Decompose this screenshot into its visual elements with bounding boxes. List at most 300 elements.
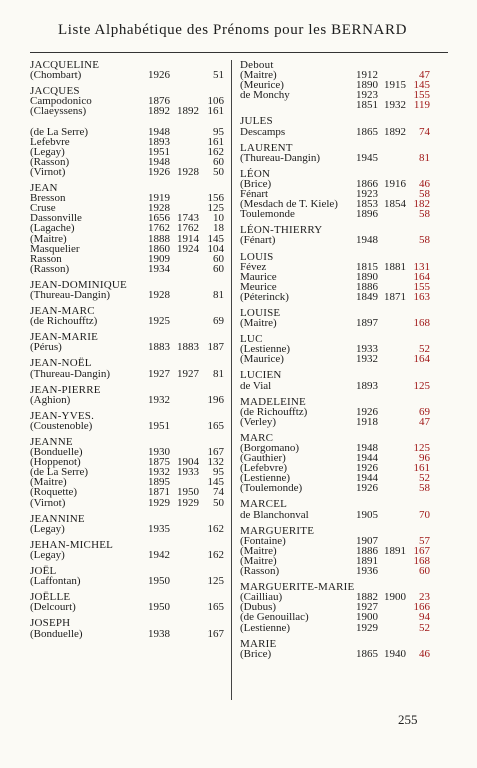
year-end: 1914 bbox=[177, 232, 199, 245]
record-line bbox=[240, 510, 434, 520]
page-header: Liste Alphabétique des Prénoms pour les BERNARD bbox=[58, 22, 408, 38]
family-name: (Fontaine) bbox=[240, 534, 286, 547]
first-name: LOUIS bbox=[240, 250, 274, 263]
name-entry bbox=[240, 252, 434, 302]
name-entry bbox=[240, 308, 434, 328]
family-name: (de Richoufftz) bbox=[30, 315, 98, 328]
record-line bbox=[240, 623, 434, 633]
family-name: (Roquette) bbox=[30, 486, 78, 499]
record-line bbox=[30, 629, 226, 639]
year-end: 1883 bbox=[177, 341, 199, 354]
year-start: 1928 bbox=[148, 288, 170, 301]
year-start: 1923 bbox=[356, 89, 378, 102]
year-start: 1934 bbox=[148, 262, 170, 275]
page-reference: 166 bbox=[413, 601, 430, 614]
year-start: 1876 bbox=[148, 95, 170, 108]
year-start: 1945 bbox=[356, 151, 378, 164]
family-name: (Brice) bbox=[240, 647, 272, 660]
page-reference: 57 bbox=[419, 534, 430, 547]
family-name: (Bonduelle) bbox=[30, 627, 83, 640]
year-start: 1923 bbox=[356, 188, 378, 201]
year-start: 1932 bbox=[148, 466, 170, 479]
family-name: Rasson bbox=[30, 252, 62, 265]
record-line bbox=[30, 602, 226, 612]
year-end: 1762 bbox=[177, 222, 199, 235]
page-reference: 162 bbox=[207, 145, 224, 158]
family-name: (Aghion) bbox=[30, 393, 71, 406]
first-name: Debout bbox=[240, 59, 274, 71]
family-name: (Bonduelle) bbox=[30, 446, 83, 459]
year-start: 1942 bbox=[148, 548, 170, 561]
name-entry bbox=[30, 618, 226, 638]
record-line bbox=[240, 649, 434, 659]
record-line bbox=[30, 576, 226, 586]
first-name: JEANNE bbox=[30, 436, 73, 448]
name-entry bbox=[240, 397, 434, 427]
family-name: Toulemonde bbox=[240, 208, 295, 221]
record-line bbox=[240, 612, 434, 622]
year-start: 1933 bbox=[356, 343, 378, 356]
page-reference: 60 bbox=[213, 252, 224, 265]
family-name: (de La Serre) bbox=[30, 125, 89, 138]
page-reference: 196 bbox=[207, 393, 224, 406]
year-end: 1950 bbox=[177, 486, 199, 499]
family-name: (Toulemonde) bbox=[240, 482, 303, 495]
year-start: 1891 bbox=[356, 554, 378, 567]
family-name: (Thureau-Dangin) bbox=[240, 151, 321, 164]
page-reference: 156 bbox=[207, 192, 224, 205]
year-end: 1891 bbox=[384, 544, 406, 557]
record-line bbox=[240, 318, 434, 328]
first-name: JOËL bbox=[30, 565, 57, 578]
family-name: (Legay) bbox=[30, 522, 65, 535]
year-start: 1900 bbox=[356, 611, 378, 624]
year-start: 1936 bbox=[356, 565, 378, 578]
family-name: (Meurice) bbox=[240, 79, 284, 92]
family-name: (Verley) bbox=[240, 415, 277, 428]
year-end: 1916 bbox=[384, 177, 406, 190]
family-name: (Rasson) bbox=[240, 565, 280, 578]
page-reference: 161 bbox=[207, 135, 224, 148]
first-name: MARCEL bbox=[240, 498, 288, 511]
page-reference: 52 bbox=[419, 621, 430, 634]
year-end: 1915 bbox=[384, 79, 406, 92]
page-reference: 81 bbox=[213, 288, 224, 301]
page-reference: 155 bbox=[413, 89, 430, 102]
year-start: 1892 bbox=[148, 105, 170, 118]
year-start: 1860 bbox=[148, 242, 170, 255]
page-reference: 47 bbox=[419, 415, 430, 428]
name-entry bbox=[30, 411, 226, 431]
family-name: (Lestienne) bbox=[240, 621, 291, 634]
first-name: JOSEPH bbox=[30, 617, 71, 630]
year-end: 1933 bbox=[177, 466, 199, 479]
family-name: (Dubus) bbox=[240, 601, 277, 614]
name-entry bbox=[30, 514, 226, 534]
first-name: JEAN-NOËL bbox=[30, 357, 92, 370]
record-line bbox=[30, 290, 226, 300]
year-start: 1926 bbox=[356, 462, 378, 475]
page-reference: 132 bbox=[207, 456, 224, 469]
page-reference: 161 bbox=[207, 105, 224, 118]
year-start: 1866 bbox=[356, 177, 378, 190]
family-name: Lefebvre bbox=[30, 135, 70, 148]
family-name: Févez bbox=[240, 260, 267, 273]
name-entry bbox=[240, 433, 434, 494]
page-reference: 167 bbox=[413, 544, 430, 557]
name-entry bbox=[30, 437, 226, 508]
year-start: 1886 bbox=[356, 280, 378, 293]
year-end: 1928 bbox=[177, 165, 199, 178]
column-divider bbox=[231, 60, 232, 700]
family-name: (Maitre) bbox=[30, 232, 67, 245]
year-start: 1909 bbox=[148, 252, 170, 265]
year-start: 1929 bbox=[356, 621, 378, 634]
name-entry bbox=[30, 592, 226, 612]
family-name: (Brice) bbox=[240, 177, 272, 190]
first-name: MARIE bbox=[240, 637, 277, 650]
family-name: (Rasson) bbox=[30, 262, 70, 275]
name-entry bbox=[30, 86, 226, 177]
page-reference: 164 bbox=[413, 270, 430, 283]
first-name: LÉON-THIERRY bbox=[240, 224, 323, 237]
record-line bbox=[240, 354, 434, 364]
page-reference: 74 bbox=[213, 486, 224, 499]
page-reference: 164 bbox=[413, 353, 430, 366]
year-start: 1897 bbox=[356, 317, 378, 330]
year-start: 1851 bbox=[356, 99, 378, 112]
family-name: (Cailliau) bbox=[240, 591, 283, 604]
first-name: JOËLLE bbox=[30, 591, 71, 604]
year-start: 1930 bbox=[148, 446, 170, 459]
page-reference: 96 bbox=[419, 452, 430, 465]
first-name: LUCIEN bbox=[240, 369, 282, 382]
year-end: 1892 bbox=[177, 105, 199, 118]
family-name: (Coustenoble) bbox=[30, 419, 93, 432]
name-entry bbox=[240, 334, 434, 364]
year-start: 1849 bbox=[356, 290, 378, 303]
record-line bbox=[30, 421, 226, 431]
record-line bbox=[240, 483, 434, 493]
year-end: 1892 bbox=[384, 125, 406, 138]
record-line bbox=[30, 167, 226, 177]
family-name: Meurice bbox=[240, 280, 277, 293]
record-line bbox=[240, 417, 434, 427]
page-reference: 131 bbox=[413, 260, 430, 273]
first-name: JEAN-PIERRE bbox=[30, 383, 101, 396]
page-reference: 81 bbox=[213, 367, 224, 380]
page-reference: 58 bbox=[419, 188, 430, 201]
family-name: Cruse bbox=[30, 202, 56, 215]
family-name: (Virnot) bbox=[30, 496, 66, 509]
page-reference: 50 bbox=[213, 165, 224, 178]
page-reference: 125 bbox=[207, 202, 224, 215]
record-line bbox=[240, 179, 434, 189]
year-start: 1895 bbox=[148, 476, 170, 489]
year-end: 1932 bbox=[384, 99, 406, 112]
year-start: 1905 bbox=[356, 508, 378, 521]
page-reference: 58 bbox=[419, 482, 430, 495]
year-start: 1948 bbox=[356, 234, 378, 247]
year-start: 1928 bbox=[148, 202, 170, 215]
year-start: 1890 bbox=[356, 79, 378, 92]
page-reference: 47 bbox=[419, 69, 430, 82]
family-name: (Virnot) bbox=[30, 165, 66, 178]
year-start: 1926 bbox=[356, 482, 378, 495]
page-reference: 95 bbox=[213, 466, 224, 479]
record-line bbox=[30, 70, 226, 80]
year-end: 1927 bbox=[177, 367, 199, 380]
name-entry bbox=[240, 499, 434, 519]
family-name: (Maitre) bbox=[30, 476, 67, 489]
record-line bbox=[240, 292, 434, 302]
page-reference: 168 bbox=[413, 554, 430, 567]
page-reference: 145 bbox=[207, 476, 224, 489]
year-start: 1932 bbox=[356, 353, 378, 366]
first-name: MADELEINE bbox=[240, 395, 306, 408]
page-number: 255 bbox=[398, 712, 418, 727]
year-start: 1948 bbox=[148, 125, 170, 138]
year-start: 1950 bbox=[148, 575, 170, 588]
year-start: 1893 bbox=[148, 135, 170, 148]
record-line bbox=[30, 369, 226, 379]
year-end: 1881 bbox=[384, 260, 406, 273]
year-start: 1893 bbox=[356, 379, 378, 392]
first-name: JEAN-MARC bbox=[30, 305, 95, 318]
first-name: LUC bbox=[240, 333, 263, 346]
name-entry bbox=[30, 280, 226, 300]
name-entry bbox=[30, 385, 226, 405]
year-end: 1743 bbox=[177, 212, 199, 225]
family-name: (Maurice) bbox=[240, 353, 284, 366]
page-reference: 145 bbox=[413, 79, 430, 92]
record-line bbox=[30, 264, 226, 274]
name-entry bbox=[30, 540, 226, 560]
first-name: JULES bbox=[240, 115, 273, 128]
page-reference: 125 bbox=[413, 442, 430, 454]
year-end: 1854 bbox=[384, 198, 406, 211]
name-entry bbox=[240, 370, 434, 390]
family-name: (Delcourt) bbox=[30, 601, 76, 614]
name-entry bbox=[30, 306, 226, 326]
year-start: 1944 bbox=[356, 472, 378, 485]
name-entry bbox=[30, 566, 226, 586]
year-start: 1948 bbox=[148, 155, 170, 168]
year-start: 1932 bbox=[148, 393, 170, 406]
page-reference: 163 bbox=[413, 290, 430, 303]
year-end: 1904 bbox=[177, 456, 199, 469]
family-name: (Thureau-Dangin) bbox=[30, 367, 111, 380]
page-reference: 187 bbox=[207, 341, 224, 354]
page-reference: 165 bbox=[207, 601, 224, 614]
first-name: JEAN bbox=[30, 182, 58, 195]
family-name: (Mesdach de T. Kiele) bbox=[240, 198, 338, 211]
page-reference: 74 bbox=[419, 125, 430, 138]
page-reference: 162 bbox=[207, 522, 224, 535]
family-name: (Legay) bbox=[30, 548, 65, 561]
page-reference: 81 bbox=[419, 151, 430, 164]
name-entry bbox=[240, 225, 434, 245]
family-name: de Monchy bbox=[240, 89, 290, 102]
page-reference: 106 bbox=[207, 95, 224, 108]
year-start: 1656 bbox=[148, 212, 170, 225]
first-name: MARC bbox=[240, 431, 274, 444]
family-name: (de Richoufftz) bbox=[240, 405, 308, 418]
record-line bbox=[30, 316, 226, 326]
family-name: (Borgomano) bbox=[240, 442, 300, 454]
family-name: (Maitre) bbox=[240, 69, 277, 82]
year-start: 1950 bbox=[148, 601, 170, 614]
record-line bbox=[30, 193, 226, 203]
year-start: 1926 bbox=[356, 405, 378, 418]
year-start: 1815 bbox=[356, 260, 378, 273]
family-name: de Vial bbox=[240, 379, 272, 392]
year-end: 1924 bbox=[177, 242, 199, 255]
year-start: 1896 bbox=[356, 208, 378, 221]
family-name: (Pérus) bbox=[30, 341, 62, 354]
page-reference: 52 bbox=[419, 472, 430, 485]
name-entry bbox=[240, 60, 434, 110]
record-line bbox=[240, 381, 434, 391]
year-start: 1927 bbox=[148, 367, 170, 380]
year-start: 1886 bbox=[356, 544, 378, 557]
year-start: 1865 bbox=[356, 125, 378, 138]
name-entry bbox=[240, 169, 434, 219]
year-start: 1948 bbox=[356, 442, 378, 454]
page-reference: 167 bbox=[207, 627, 224, 640]
page-reference: 10 bbox=[213, 212, 224, 225]
page-reference: 46 bbox=[419, 177, 430, 190]
record-line bbox=[240, 566, 434, 576]
family-name: Maurice bbox=[240, 270, 277, 283]
page-reference: 52 bbox=[419, 343, 430, 356]
first-name: JEHAN-MICHEL bbox=[30, 538, 114, 551]
family-name: Campodonico bbox=[30, 95, 92, 108]
first-name: LAURENT bbox=[240, 141, 293, 154]
family-name: (Legay) bbox=[30, 145, 65, 158]
year-start: 1883 bbox=[148, 341, 170, 354]
first-name: MARGUERITE-MARIE bbox=[240, 581, 355, 594]
header-rule bbox=[30, 52, 448, 53]
name-entry bbox=[30, 183, 226, 274]
record-line bbox=[30, 498, 226, 508]
first-name: JEAN-MARIE bbox=[30, 331, 98, 344]
name-entry bbox=[240, 639, 434, 659]
page-reference: 155 bbox=[413, 280, 430, 293]
year-start: 1935 bbox=[148, 522, 170, 535]
page-reference: 119 bbox=[413, 99, 430, 112]
year-end: 1929 bbox=[177, 496, 199, 509]
year-start: 1865 bbox=[356, 647, 378, 660]
family-name: Descamps bbox=[240, 125, 286, 138]
page-reference: 161 bbox=[413, 462, 430, 475]
page-reference: 51 bbox=[213, 69, 224, 82]
family-name: (Lestienne) bbox=[240, 472, 291, 485]
name-entry bbox=[240, 143, 434, 163]
family-name: (Maitre) bbox=[240, 554, 277, 567]
first-name: LOUISE bbox=[240, 306, 281, 319]
record-line bbox=[240, 153, 434, 163]
year-start: 1888 bbox=[148, 232, 170, 245]
page-reference: 18 bbox=[213, 222, 224, 235]
family-name: Bresson bbox=[30, 192, 66, 205]
year-start: 1926 bbox=[148, 69, 170, 82]
year-start: 1882 bbox=[356, 591, 378, 604]
year-start: 1929 bbox=[148, 496, 170, 509]
year-start: 1951 bbox=[148, 419, 170, 432]
page-reference: 167 bbox=[207, 446, 224, 459]
page-reference: 125 bbox=[413, 379, 430, 392]
year-start: 1907 bbox=[356, 534, 378, 547]
family-name: (Lagache) bbox=[30, 222, 75, 235]
year-start: 1918 bbox=[356, 415, 378, 428]
family-name: (Gauthier) bbox=[240, 452, 286, 465]
record-line bbox=[240, 127, 434, 137]
year-end: 1900 bbox=[384, 591, 406, 604]
first-name: JEAN-YVES. bbox=[30, 409, 95, 422]
page-reference: 23 bbox=[419, 591, 430, 604]
year-start: 1926 bbox=[148, 165, 170, 178]
family-name: (Péterinck) bbox=[240, 290, 289, 303]
name-entry bbox=[240, 582, 434, 632]
page-reference: 104 bbox=[207, 242, 224, 255]
family-name: (Claeyssens) bbox=[30, 105, 87, 118]
year-start: 1912 bbox=[356, 69, 378, 82]
record-line bbox=[240, 209, 434, 219]
page-reference: 69 bbox=[213, 315, 224, 328]
year-start: 1925 bbox=[148, 315, 170, 328]
record-line bbox=[30, 342, 226, 352]
record-line bbox=[30, 395, 226, 405]
first-name: JACQUES bbox=[30, 85, 80, 98]
page-reference: 70 bbox=[419, 508, 430, 521]
year-start: 1919 bbox=[148, 192, 170, 205]
family-name: (Hoppenot) bbox=[30, 456, 81, 469]
page-reference: 58 bbox=[419, 234, 430, 247]
page-reference: 125 bbox=[207, 575, 224, 588]
family-name: (Maitre) bbox=[240, 544, 277, 557]
year-start: 1853 bbox=[356, 198, 378, 211]
page-reference: 60 bbox=[419, 565, 430, 578]
page-reference: 50 bbox=[213, 496, 224, 509]
first-name: LÉON bbox=[240, 167, 271, 180]
year-end: 1871 bbox=[384, 290, 406, 303]
name-entry bbox=[30, 60, 226, 80]
name-entry bbox=[30, 332, 226, 352]
family-name: Dassonville bbox=[30, 212, 82, 225]
name-entry bbox=[240, 526, 434, 576]
right-column bbox=[240, 60, 434, 665]
page-reference: 60 bbox=[213, 155, 224, 168]
page-reference: 69 bbox=[419, 405, 430, 418]
family-name: (Rasson) bbox=[30, 155, 70, 168]
page-reference: 162 bbox=[207, 548, 224, 561]
page-reference: 165 bbox=[207, 419, 224, 432]
year-start: 1762 bbox=[148, 222, 170, 235]
family-name: (de La Serre) bbox=[30, 466, 89, 479]
first-name: MARGUERITE bbox=[240, 524, 315, 537]
page-reference: 46 bbox=[419, 647, 430, 660]
family-name: (Laffontan) bbox=[30, 575, 81, 588]
first-name: JACQUELINE bbox=[30, 59, 100, 71]
family-name: Fénart bbox=[240, 188, 269, 201]
name-entry bbox=[30, 358, 226, 378]
record-line bbox=[240, 235, 434, 245]
year-end: 1940 bbox=[384, 647, 406, 660]
family-name: Masquelier bbox=[30, 242, 80, 255]
year-start: 1944 bbox=[356, 452, 378, 465]
record-line bbox=[30, 550, 226, 560]
